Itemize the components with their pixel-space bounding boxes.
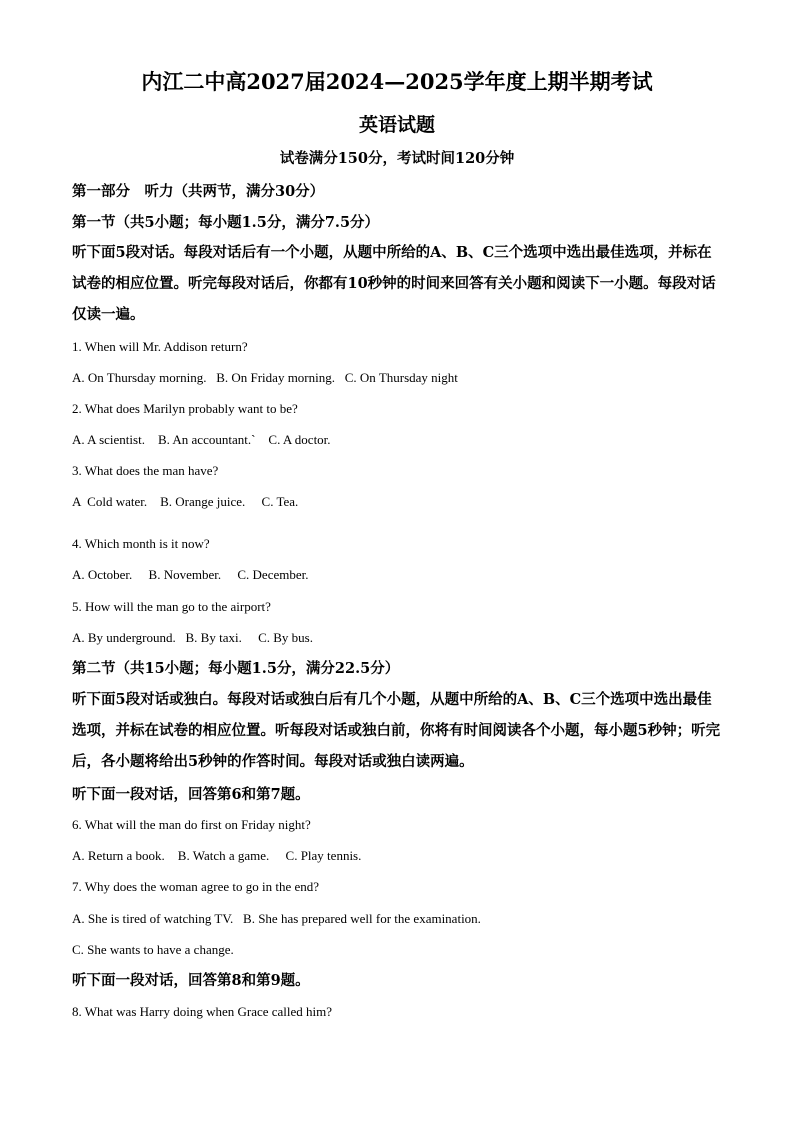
group2-heading: 听下面一段对话，回答第8和第9题。 [72,972,310,989]
question-3-options: A Cold water. B. Orange juice. C. Tea. [72,494,299,509]
question-3: 3. What does the man have? [72,463,219,478]
question-2: 2. What does Marilyn probably want to be? [72,401,298,416]
section1-instructions: 听下面5段对话。每段对话后有一个小题，从题中所给的A、B、C三个选项中选出最佳选项，并标在试卷的相应位置。听完每段对话后，你都有10秒钟的时间来回答有关小题和阅读下一小题。每段对话仅读一遍。 [72,244,716,323]
group1-heading: 听下面一段对话，回答第6和第7题。 [72,786,310,803]
question-1-options: A. On Thursday morning. B. On Friday morning. C. On Thursday night [72,370,458,385]
question-8: 8. What was Harry doing when Grace called him? [72,1004,333,1019]
question-2-options: A. A scientist. B. An accountant.` C. A doctor. [72,432,331,447]
question-1: 1. When will Mr. Addison return? [72,339,248,354]
section2-heading: 第二节（共15小题；每小题1.5分，满分22.5分） [72,660,400,677]
question-4: 4. Which month is it now? [72,536,210,551]
exam-subject: 英语试题 [358,114,435,136]
question-5-options: A. By underground. B. By taxi. C. By bus. [72,630,313,645]
question-4-options: A. October. B. November. C. December. [72,567,309,582]
question-7-option-c: C. She wants to have a change. [72,942,234,957]
question-7-options-ab: A. She is tired of watching TV. B. She has prepared well for the examination. [72,911,481,926]
question-5: 5. How will the man go to the airport? [72,599,271,614]
question-7: 7. Why does the woman agree to go in the end? [72,879,320,894]
section2-instructions: 听下面5段对话或独白。每段对话或独白后有几个小题，从题中所给的A、B、C三个选项中选出最佳选项，并标在试卷的相应位置。听每段对话或独白前，你将有时间阅读各个小题，每小题5秒钟；听完后，各小题将给出5秒钟的作答时间。每段对话或独白读两遍。 [72,691,721,770]
question-6: 6. What will the man do first on Friday night? [72,817,311,832]
question-6-options: A. Return a book. B. Watch a game. C. Play tennis. [72,848,362,863]
part1-heading: 第一部分 听力（共两节，满分30分） [72,183,325,200]
section1-heading: 第一节（共5小题；每小题1.5分，满分7.5分） [72,214,380,231]
exam-title: 内江二中高2027届2024—2025学年度上期半期考试 [141,69,653,94]
exam-info: 试卷满分150分，考试时间120分钟 [279,150,515,167]
